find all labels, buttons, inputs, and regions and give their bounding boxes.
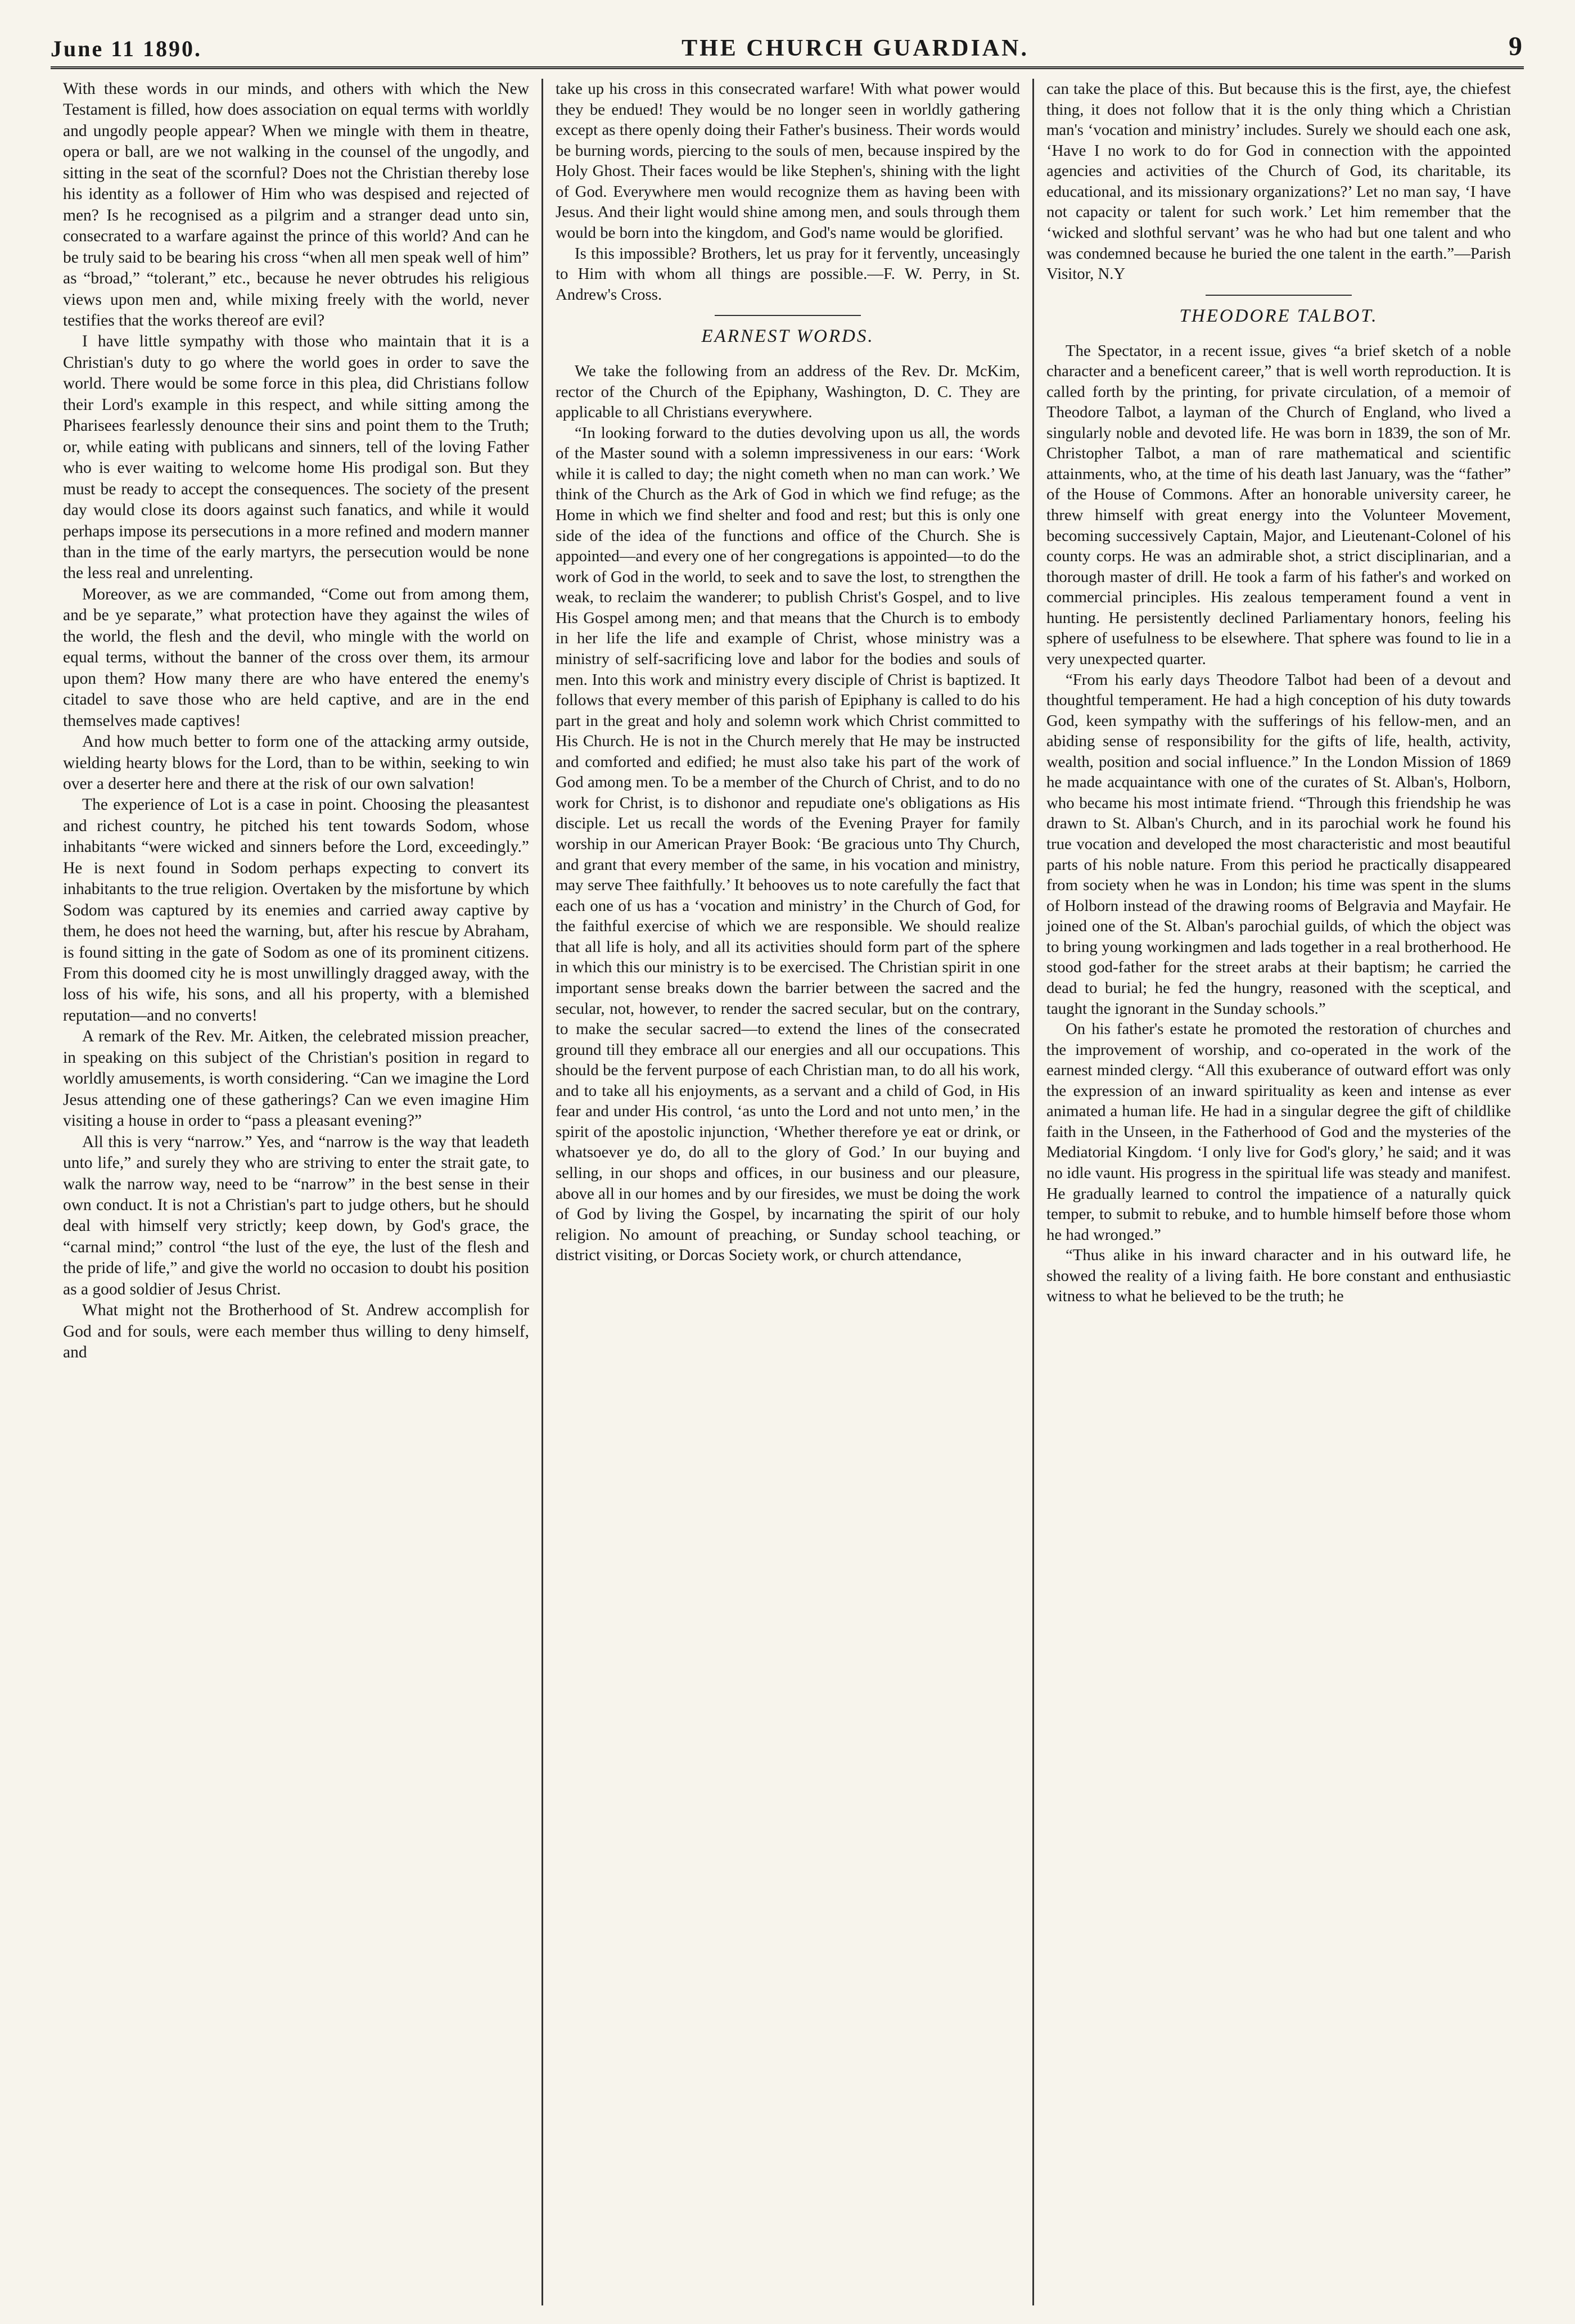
paragraph: With these words in our minds, and others with which the New Testament is filled, how does association on equal terms with worldly and ungodly people appear? When we mingle with them in theatre, opera or ball, are we not walking in the counsel of the ungodly, and sitting in the seat of the scornful? Does not the Christian thereby lose his identity as a follower of Him who was despised and rejected of men? Is he recognised as a pilgrim and a stranger dead unto sin, consecrated to a warfare against the prince of this world? And can he be truly said to be bearing his cross “when all men speak well of him” as “broad,” “tolerant,” etc., because he never obtrudes his religious views upon men and, while mixing freely with the world, never testifies that the works thereof are evil?	[63, 80, 529, 330]
section-divider	[715, 315, 861, 316]
paragraph: What might not the Brotherhood of St. Andrew accomplish for God and for souls, were each member thus willing to deny himself, and	[63, 1301, 529, 1362]
paragraph: The experience of Lot is a case in point. Choosing the pleasantest and richest country, he pitched his tent towards Sodom, whose inhabitants “were wicked and sinners before the Lord, exceedingly.” He is next found in Sodom perhaps expecting to convert its inhabitants to the true religion. Overtaken by the misfortune by which Sodom was captured by its enemies and carried away captive by them, he does not heed the warning, but, after his rescue by Abraham, is found sitting in the gate of Sodom as one of its prominent citizens. From this doomed city he is most unwillingly dragged away, with the loss of his wife, his sons, and all his property, with a blemished reputation—and no converts!	[63, 796, 529, 1025]
header-rule	[51, 66, 1524, 69]
section-divider	[1206, 295, 1352, 296]
column-1	[51, 79, 541, 2305]
paragraph: All this is very “narrow.” Yes, and “narrow is the way that leadeth unto life,” and surely they who are striving to enter the strait gate, to walk the narrow way, need to be “narrow” in the best sense in their own conduct. It is not a Christian's part to judge others, but he should deal with himself very strictly; keep down, by God's grace, the “carnal mind;” control “the lust of the eye, the lust of the flesh and the pride of life,” and give the world no occasion to doubt his position as a good soldier of Jesus Christ.	[63, 1132, 529, 1298]
paragraph: A remark of the Rev. Mr. Aitken, the celebrated mission preacher, in speaking on this subject of the Christian's position in regard to worldly amusements, is worth considering. “Can we imagine the Lord Jesus attending one of these gatherings? Can we even imagine Him visiting a house in order to “pass a pleasant evening?”	[63, 1027, 529, 1130]
column-2	[541, 79, 1032, 2305]
paragraph: “From his early days Theodore Talbot had been of a devout and thoughtful temperament. He had a high conception of his duty towards God, keen sympathy with the sufferings of his fellow-men, and an abiding sense of responsibility for the gifts of life, health, activity, wealth, position and social influence.” In the London Mission of 1869 he made acquaintance with one of the curates of St. Alban's, Holborn, who became his most intimate friend. “Through this friendship he was drawn to St. Alban's Church, and in its parochial work he found his true vocation and developed the most characteristic and most beautiful parts of his noble nature. From this period he practically disappeared from society when he was in London; his time was spent in the slums of Holborn instead of the drawing rooms of Belgravia and Mayfair. He joined one of the St. Alban's parochial guilds, of which the object was to bring young workingmen and lads together in a real brotherhood. He stood god-father for the street arabs at their baptism; he carried the dead to burial; he fed the hungry, reasoned with the sceptical, and taught the ignorant in the Sunday schools.”	[1046, 670, 1511, 1018]
masthead-title: THE CHURCH GUARDIAN.	[682, 35, 1029, 61]
page-header	[51, 17, 1524, 62]
paragraph: We take the following from an address of the Rev. Dr. McKim, rector of the Church of the Epiphany, Washington, D. C. They are applicable to all Christians everywhere.	[556, 362, 1020, 422]
paragraph: I have little sympathy with those who maintain that it is a Christian's duty to go where the world goes in order to save the world. There would be some force in this plea, did Christians follow their Lord's example in this respect, and while sitting among the Pharisees fearlessly denounce their sins and point them to the Truth; or, while eating with publicans and sinners, tell of the loving Father who is ever waiting to welcome home His prodigal son. But they must be ready to accept the consequences. The society of the present day would close its doors against such fanatics, and while it would perhaps impose its persecutions in a more refined and modern manner than in the time of the early martyrs, the persecution would be none the less real and unrelenting.	[63, 332, 529, 583]
paragraph: Is this impossible? Brothers, let us pray for it fervently, unceasingly to Him with whom all things are possible.—F. W. Perry, in St. Andrew's Cross.	[556, 244, 1020, 304]
paragraph: The Spectator, in a recent issue, gives “a brief sketch of a noble character and a beneficent career,” that is well worth reproduction. It is called forth by the printing, for private circulation, of a memoir of Theodore Talbot, a layman of the Church of England, who lived a singularly noble and devoted life. He was born in 1839, the son of Mr. Christopher Talbot, a man of rare mathematical and scientific attainments, who, at the time of his death last January, was the “father” of the House of Commons. After an honorable university career, he threw himself with great energy into the Volunteer Movement, becoming successively Captain, Major, and Lieutenant-Colonel of his county corps. He was an admirable shot, a strict disciplinarian, and a thorough master of drill. He took a farm of his father's and worked on commercial principles. His zealous temperament found a vent in hunting. He persistently declined Parliamentary honors, feeling his sphere of usefulness to be elsewhere. That sphere was found to lie in a very unexpected quarter.	[1046, 341, 1511, 668]
paragraph: On his father's estate he promoted the restoration of churches and the improvement of worship, and co-operated in the work of the earnest minded clergy. “All this exuberance of outward effort was only the expression of an inward spirituality as keen and intense as ever animated a human life. He had in a singular degree the gift of childlike faith in the Unseen, in the Fatherhood of God and the mysteries of the Mediatorial Kingdom. ‘I only live for God's glory,’ he said; and it was no idle vaunt. His progress in the spiritual life was steady and manifest. He gradually learned to control the impatience of a naturally quick temper, to submit to rebuke, and to humble himself before those whom he had wronged.”	[1046, 1020, 1511, 1244]
paragraph: take up his cross in this consecrated warfare! With what power would they be endued! They would be no longer seen in worldly gathering except as there openly doing their Father's business. Their words would be burning words, piercing to the souls of men, because inspired by the Holy Ghost. Their faces would be like Stephen's, shining with the light of God. Everywhere men would recognize them as having been with Jesus. And their light would shine among men, and souls through them would be born into the kingdom, and God's name would be glorified.	[556, 80, 1020, 242]
section-heading-theodore-talbot: THEODORE TALBOT.	[1179, 305, 1378, 326]
text-columns	[51, 79, 1524, 2305]
paragraph: “In looking forward to the duties devolving upon us all, the words of the Master sound with a solemn impressiveness in our ears: ‘Work while it is called to day; the night cometh when no man can work.’ We think of the Church as the Ark of God in which we find refuge; as the Home in which we find shelter and food and rest; but this is only one side of the idea of the functions and office of the Church. She is appointed—and every one of her congregations is appointed—to do the work of God in the world, to seek and to save the lost, to strengthen the weak, to reclaim the wanderer; to publish Christ's Gospel, and to live His Gospel among men; and that means that the Church is to embody in her life the life and example of Christ, whose ministry was a ministry of self-sacrificing love and labor for the bodies and souls of men. Into this work and ministry every disciple of Christ is baptized. It follows that every member of this parish of Epiphany is called to do his part in the great and holy and solemn work which Christ committed to His Church. He is not in the Church merely that He may be instructed and comforted and edified; he must also take his part of the work of God among men. To be a member of the Church of Christ, and to do no work for Christ, is to dishonor and repudiate one's obligations as His disciple. Let us recall the words of the Evening Prayer for family worship in our American Prayer Book: ‘Be gracious unto Thy Church, and grant that every member of the same, in his vocation and ministry, may serve Thee faithfully.’ It behooves us to note carefully the fact that each one of us has a ‘vocation and ministry’ in the Church of God, for the faithful exercise of which we are responsible. We should realize that all life is holy, and all its activities should form part of the sphere in which this our ministry is to be exercised. The Christian spirit in one important sense breaks down the barrier between the sacred and the secular, not, however, to render the sacred secular, but on the contrary, to make the secular sacred—to extend the lines of the consecrated ground till they embrace all our energies and all our occupations. This should be the fervent purpose of each Christian man, to do all his work, and to take all his enjoyments, as a servant and a child of God, in His fear and under His control, ‘as unto the Lord and not unto men,’ in the spirit of the apostolic injunction, ‘Whether therefore ye eat or drink, or whatsoever ye do, do all to the glory of God.’ In our buying and selling, in our shops and offices, in our business and our pleasure, above all in our homes and by our firesides, we must be doing the work of God by living the Gospel, by incarnating the spirit of our holy religion. No amount of preaching, or Sunday school teaching, or district visiting, or Dorcas Society work, or church attendance,	[556, 423, 1020, 1265]
issue-date: June 11 1890.	[51, 36, 202, 61]
paragraph: And how much better to form one of the attacking army outside, wielding hearty blows for the Lord, than to be within, seeking to win over a deserter here and there at the risk of our own salvation!	[63, 733, 529, 793]
paragraph: Moreover, as we are commanded, “Come out from among them, and be ye separate,” what protection have they against the wiles of the world, the flesh and the devil, who mingle with the world on equal terms, without the banner of the cross over them, its armour upon them? How many there are who have entered the enemy's citadel to save those who are held captive, and are in the end themselves made captives!	[63, 585, 529, 730]
section-heading-earnest-words: EARNEST WORDS.	[701, 326, 874, 347]
paragraph: “Thus alike in his inward character and in his outward life, he showed the reality of a living faith. He bore constant and enthusiastic witness to what he believed to be the truth; he	[1046, 1246, 1511, 1306]
page-number: 9	[1509, 31, 1524, 61]
column-3	[1032, 79, 1523, 2305]
paragraph: can take the place of this. But because this is the first, aye, the chiefest thing, it does not follow that it is the only thing which a Christian man's ‘vocation and ministry’ includes. Surely we should each one ask, ‘Have I no work to do for God in connection with the appointed agencies and activities of the Church of God, its charitable, its educational, and its missionary organizations?’ Let no man say, ‘I have not capacity or talent for such work.’ Let him remember that the ‘wicked and slothful servant’ was he who had but one talent and who was condemned because he buried the one talent in the earth.”—Parish Visitor, N.Y	[1046, 80, 1511, 283]
